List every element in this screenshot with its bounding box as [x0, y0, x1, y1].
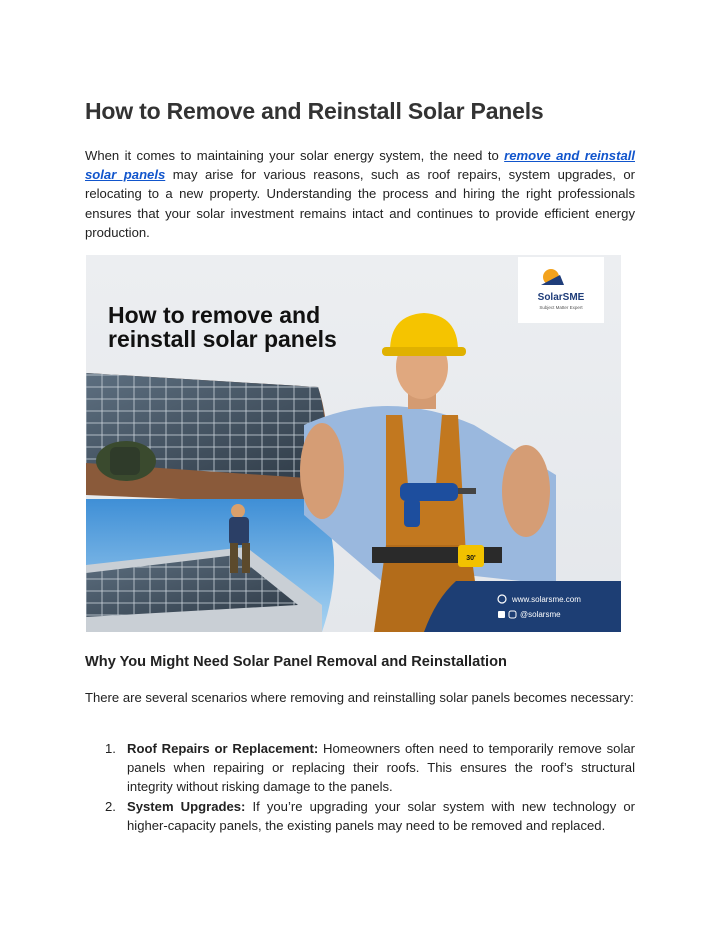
reasons-list [85, 739, 635, 835]
facebook-icon [498, 611, 505, 618]
hero-image [86, 255, 621, 632]
roof-panels-photo [86, 373, 328, 505]
tape-measure-label: 30' [466, 555, 476, 562]
list-item-text: If you’re upgrading your solar system with new technology or higher-capacity panels, the existing panels may need to be removed and replaced. [127, 798, 635, 833]
intro-text-after: may arise for various reasons, such as roof repairs, system upgrades, or relocating to a new property. Understanding the process and hiring the right professionals ensures that your solar investment remains intact and continues to provide efficient energy production. [85, 167, 635, 240]
list-item-label: System Upgrades: [127, 798, 246, 814]
list-item [85, 797, 635, 835]
logo-wordmark: SolarSME [537, 292, 585, 303]
scenarios-intro: There are several scenarios where removing and reinstalling solar panels becomes necessary: [85, 690, 634, 705]
installer-photo [86, 499, 334, 632]
intro-text-before: When it comes to maintaining your solar energy system, the need to [85, 148, 505, 163]
solarsme-logo [518, 257, 604, 323]
hero-website: www.solarsme.com [512, 595, 581, 604]
hero-headline-line2: reinstall solar panels [108, 326, 337, 352]
contact-band [424, 581, 621, 632]
list-number: 2. [105, 798, 116, 814]
hero-headline-line1: How to remove and [108, 302, 321, 328]
list-item-label: Roof Repairs or Replacement: [127, 741, 319, 756]
list-number: 1. [105, 741, 116, 756]
list-item-text: Homeowners often need to temporarily remove solar panels when repairing or replacing their roofs. This ensures the roof’s structural integrity without risking damage to the panels. [127, 741, 635, 795]
list-item [85, 739, 635, 797]
page-title: How to Remove and Reinstall Solar Panels [85, 98, 544, 124]
remove-reinstall-link[interactable]: remove and reinstall solar panels [85, 148, 635, 183]
section-heading: Why You Might Need Solar Panel Removal and Reinstallation [85, 654, 507, 670]
logo-tagline: Subject Matter Expert [539, 305, 583, 310]
hero-social-handle: @solarsme [520, 610, 561, 619]
intro-paragraph [85, 146, 635, 242]
